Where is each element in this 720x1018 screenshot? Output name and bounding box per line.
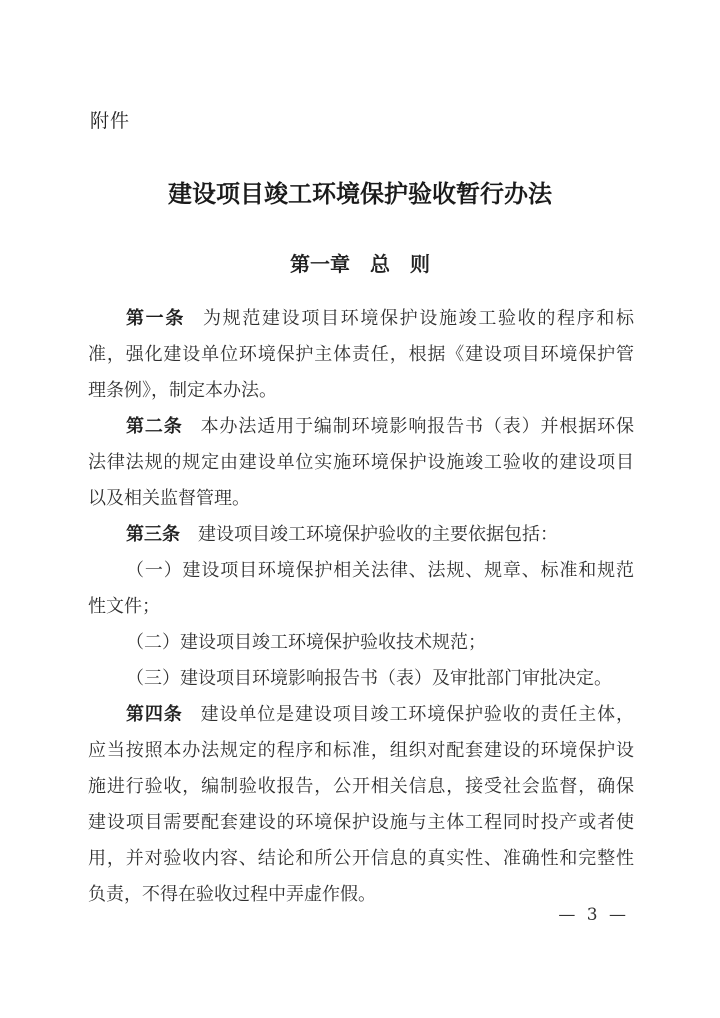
line-text: 用，并对验收内容、结论和所公开信息的真实性、准确性和完整性 [88,848,634,868]
article-label: 第一条 [126,308,185,328]
line-text: 建设项目竣工环境保护验收的主要依据包括： [198,524,558,544]
line-text: 本办法适用于编制环境影响报告书（表）并根据环保 [200,416,634,436]
line-text: 理条例》，制定本办法。 [88,380,277,400]
body-line [88,516,634,552]
attachment-label: 附件 [90,111,131,132]
body-line [88,408,634,444]
line-text: 法律法规的规定由建设单位实施环境保护设施竣工验收的建设项目 [88,452,634,472]
body-line [88,480,634,516]
article-label: 第三条 [126,524,180,544]
line-text: 应当按照本办法规定的程序和标准，组织对配套建设的环境保护设 [88,740,634,760]
body-line [88,552,634,588]
body-line [88,876,634,912]
page-number: — 3 — [558,905,629,925]
line-text: 建设项目需要配套建设的环境保护设施与主体工程同时投产或者使 [88,812,634,832]
chapter-heading: 第一章 总 则 [290,254,430,276]
body-line [88,840,634,876]
body-line [88,804,634,840]
body-line [88,696,634,732]
line-text: 以及相关监督管理。 [88,488,250,508]
line-text: 建设单位是建设项目竣工环境保护验收的责任主体， [200,704,634,724]
document-title: 建设项目竣工环境保护验收暂行办法 [168,182,552,208]
line-text: （二）建设项目竣工环境保护验收技术规范； [126,632,486,652]
body-line [88,372,634,408]
body-line [88,336,634,372]
line-text: 准，强化建设单位环境保护主体责任，根据《建设项目环境保护管 [88,344,634,364]
line-text: 施进行验收，编制验收报告，公开相关信息，接受社会监督，确保 [88,776,634,796]
body-line [88,660,634,696]
document-body [88,300,634,912]
body-line [88,588,634,624]
line-text: 负责，不得在验收过程中弄虚作假。 [88,884,376,904]
body-line [88,624,634,660]
body-line [88,768,634,804]
line-text: （一）建设项目环境保护相关法律、法规、规章、标准和规范 [126,560,634,580]
body-line [88,300,634,336]
article-label: 第四条 [126,704,183,724]
line-text: 为规范建设项目环境保护设施竣工验收的程序和标 [203,308,634,328]
body-line [88,732,634,768]
line-text: 性文件； [88,596,160,616]
article-label: 第二条 [126,416,183,436]
body-line [88,444,634,480]
line-text: （三）建设项目环境影响报告书（表）及审批部门审批决定。 [126,668,612,688]
